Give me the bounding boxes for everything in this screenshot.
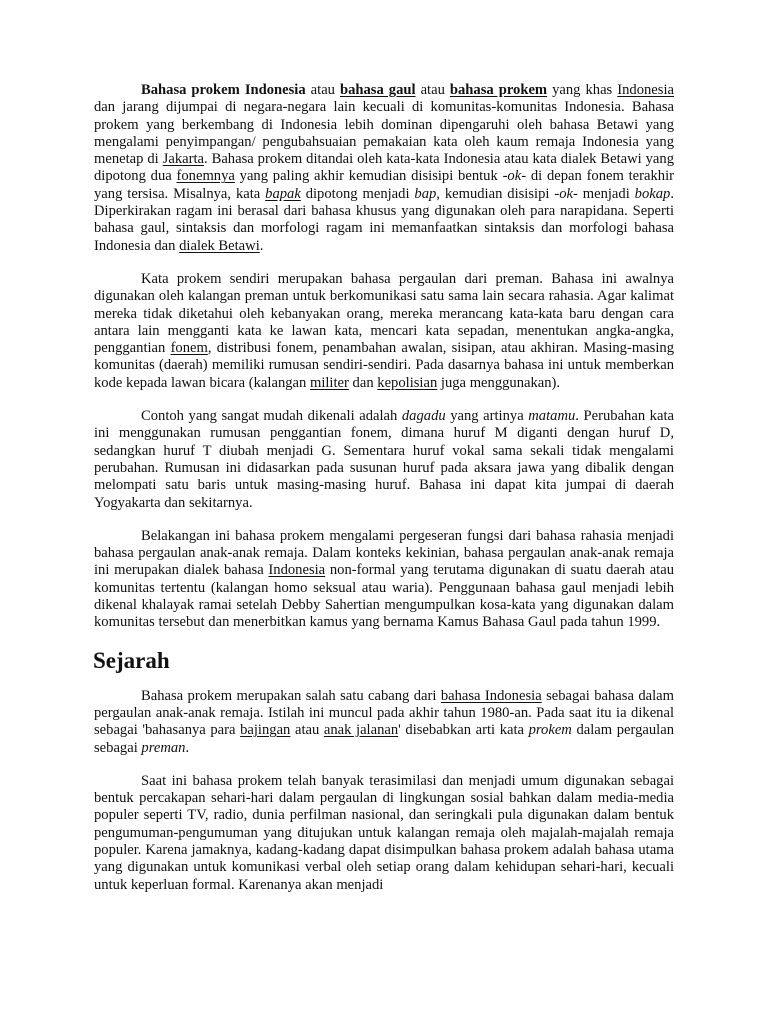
text-run: Kata prokem sendiri merupakan bahasa pergaulan dari preman. Bahasa ini awalnya digunakan oleh kalangan preman untuk berkomunikasi satu sama lain secara rahasia. Agar kalimat mereka tidak diketahui oleh kebanyakan orang, mereka merancang kata-kata baru dengan cara antara lain mengganti kata ke lawan kata, mencari kata sepadan, menentukan angka-angka, penggantian [94, 270, 674, 357]
text-run: di depan fonem terakhir yang tersisa. Misalnya, kata [94, 168, 675, 202]
section-heading: Sejarah [93, 647, 170, 673]
link-text[interactable]: bahasa Indonesia [440, 687, 542, 704]
link-text[interactable]: bajingan [240, 722, 291, 739]
text-run: matamu [528, 408, 576, 425]
text-run: atau [415, 82, 450, 98]
text-run: yang khas [547, 82, 618, 98]
link-text[interactable]: kepolisian [377, 374, 438, 391]
link-text[interactable]: bapak [265, 185, 301, 202]
link-text[interactable]: bahasa gaul [339, 82, 416, 98]
link-text[interactable]: anak jalanan [323, 722, 399, 739]
text-run: dipotong menjadi [300, 185, 415, 202]
text-run: juga menggunakan). [437, 374, 561, 391]
text-run: . [185, 739, 190, 756]
text-run: atau [305, 82, 340, 98]
section-paragraph-2 [94, 773, 674, 894]
link-text[interactable]: Indonesia [268, 562, 326, 579]
link-text[interactable]: dialek Betawi [179, 237, 260, 254]
paragraph-1 [94, 82, 674, 255]
paragraph-2 [94, 271, 674, 392]
text-run: Bahasa prokem Indonesia [141, 82, 306, 98]
paragraph-4 [94, 528, 674, 632]
text-run: dalam pergaulan sebagai [94, 722, 674, 756]
section-paragraph-1 [94, 688, 674, 757]
section-paragraphs [94, 688, 674, 894]
text-run: bokap [634, 185, 671, 202]
text-run: ' disebabkan arti kata [398, 722, 529, 739]
text-run: yang paling akhir kemudian disisipi bentuk [234, 168, 503, 185]
text-run: , distribusi fonem, penambahan awalan, sisipan, atau akhiran. Masing-masing komunitas (daerah) memiliki rumusan sendiri-sendiri. Pada dasarnya bahasa ini untuk memberkan kode kepada lawan bicara (kalangan [94, 340, 674, 391]
paragraph-3 [94, 408, 674, 512]
link-text[interactable]: Jakarta [162, 151, 204, 168]
link-text[interactable]: bahasa prokem [449, 82, 548, 98]
text-run: yang artinya [445, 408, 529, 425]
link-text[interactable]: fonem [170, 340, 208, 357]
text-run: . Bahasa prokem ditandai oleh kata-kata Indonesia atau kata dialek Betawi yang dipotong dua [94, 151, 674, 185]
text-run: menjadi [577, 185, 635, 202]
text-run: . [259, 237, 264, 254]
text-run: Belakangan ini bahasa prokem mengalami pergeseran fungsi dari bahasa rahasia menjadi bahasa pergaulan anak-anak remaja. Dalam konteks kekinian, bahasa pergaulan anak-anak remaja ini merupakan dialek bahasa [94, 527, 674, 579]
link-text[interactable]: militer [309, 374, 349, 391]
link-text[interactable]: Indonesia [617, 82, 674, 98]
text-run: Contoh yang sangat mudah dikenali adalah [141, 408, 402, 425]
text-run: -ok- [502, 168, 527, 185]
text-run: Saat ini bahasa prokem telah banyak terasimilasi dan menjadi umum digunakan sebagai bentuk percakapan sehari-hari dalam pergaulan di lingkungan sosial bahkan dalam media-media populer seperti TV, radio, dunia perfilman nasional, dan seringkali pula digunakan dalam bentuk pengumuman-pengumuman yang ditujukan untuk kalangan remaja oleh majalah-majalah remaja populer. Karena jamaknya, kadang-kadang dapat disimpulkan bahasa prokem adalah bahasa utama yang digunakan untuk komunikasi verbal oleh setiap orang dalam kehidupan sehari-hari, kecuali untuk keperluan formal. Karenanya akan menjadi [94, 772, 674, 893]
text-run: dan jarang dijumpai di negara-negara lain kecuali di komunitas-komunitas Indonesia. Bahasa prokem yang berkembang di Indonesia lebih dominan dipengaruhi oleh bahasa Betawi yang mengalami penyimpangan/ pengubahsuaian pemakaian kata oleh kaum remaja Indonesia yang menetap di [94, 99, 674, 168]
text-run: Bahasa prokem merupakan salah satu cabang dari [141, 687, 441, 704]
text-run: atau [290, 722, 324, 739]
link-text[interactable]: fonemnya [176, 168, 235, 185]
intro-paragraphs [94, 82, 674, 632]
text-run: bap [414, 185, 437, 202]
text-run: , kemudian disisipi [436, 185, 555, 202]
text-run: dagadu [401, 408, 446, 425]
text-run: non-formal yang terutama digunakan di suatu daerah atau komunitas tertentu (kalangan homo seksual atau waria). Penggunaan bahasa gaul menjadi lebih dikenal khalayak ramai setelah Debby Sahertian mengumpulkan kosa-kata yang digunakan dalam komunitas tersebut dan menerbitkan kamus yang bernama Kamus Bahasa Gaul pada tahun 1999. [94, 562, 674, 631]
text-run: dan [348, 374, 378, 391]
text-run: sebagai bahasa dalam pergaulan anak-anak remaja. Istilah ini muncul pada akhir tahun 1980-an. Pada saat itu ia dikenal sebagai 'bahasanya para [94, 687, 674, 739]
text-run: preman [141, 739, 186, 756]
text-run: . Diperkirakan ragam ini berasal dari bahasa khusus yang digunakan oleh para narapidana. Seperti bahasa gaul, sintaksis dan morfologi ragam ini memanfaatkan sintaksis dan morfologi bahasa Indonesia dan [94, 185, 674, 254]
text-run: prokem [528, 722, 572, 739]
text-run: . Perubahan kata ini menggunakan rumusan penggantian fonem, dimana huruf M diganti dengan huruf D, sedangkan huruf T diubah menjadi G. Sementara huruf vokal sama sekali tidak mengalami perubahan. Rumusan ini didasarkan pada susunan huruf pada aksara jawa yang dibalik dengan melompati satu baris untuk masing-masing huruf. Bahasa ini dapat kita jumpai di daerah Yogyakarta dan sekitarnya. [94, 408, 674, 511]
text-run: -ok- [554, 185, 578, 202]
